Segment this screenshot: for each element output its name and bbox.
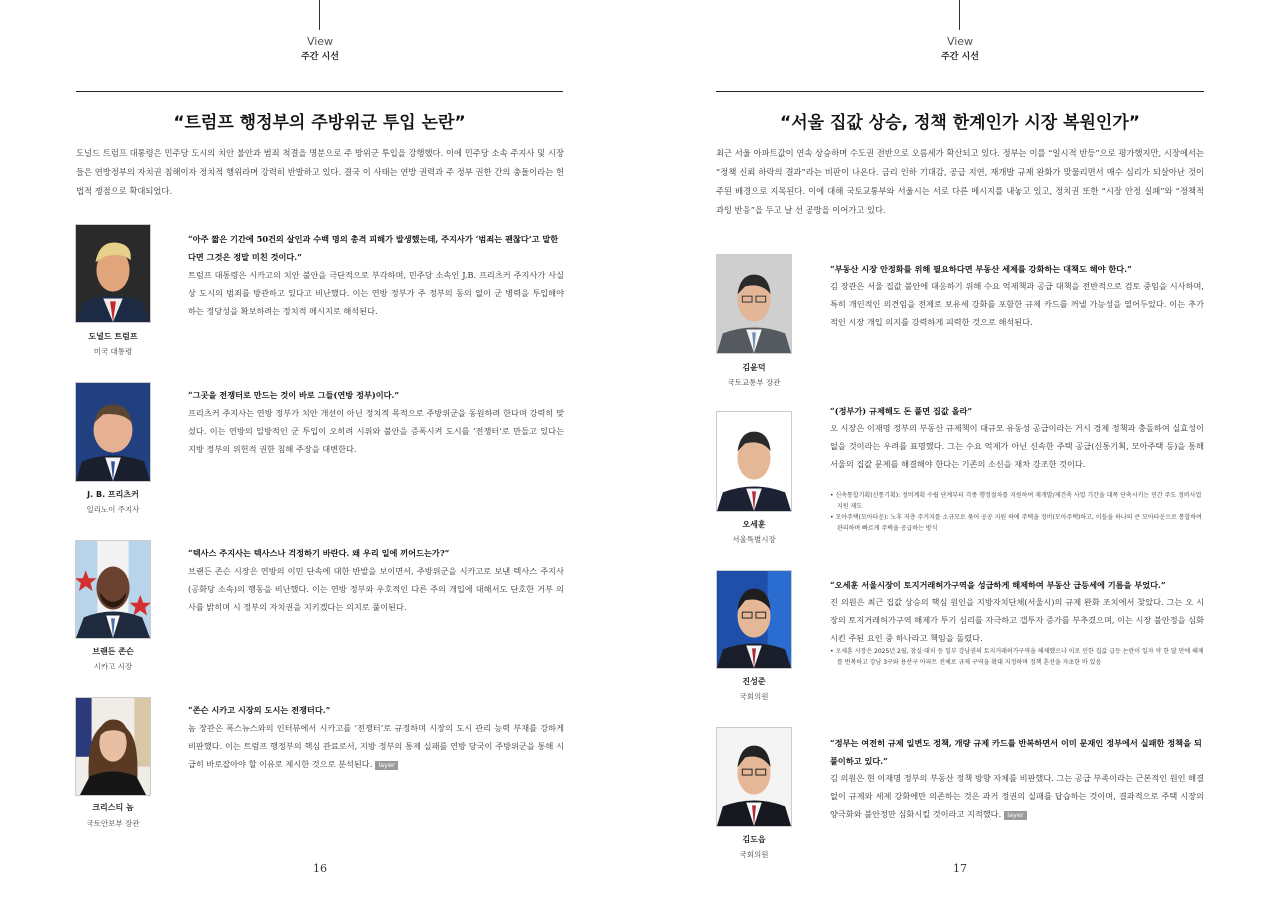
person-name: 크리스티 놈	[92, 803, 134, 812]
person-name: 도널드 트럼프	[88, 332, 138, 341]
footnote: • 신속통합기획(신통기획): 정비계획 수립 단계부터 각종 행정절차를 지원하여 재개발/재건축 사업 기간을 대폭 단축시키는 민간 주도 정비사업 지원 제도	[830, 492, 1202, 510]
person-name: 오세훈	[742, 520, 766, 529]
title-rule	[716, 91, 1204, 92]
layer-tag: layer	[375, 761, 397, 770]
person-body: 트럼프 대통령은 시카고의 치안 불안을 극단적으로 부각하며, 민주당 소속인 J.B. 프리츠커 주지사가 사실상 도시의 범죄를 방관하고 있다고 비난했다. 이는 연방 정부가 주 정부의 동의 없이 군 병력을 투입해야 하는 정당성을 확보하려는 정치적 메시지로 해석된다.	[188, 270, 564, 316]
footnote-text: 모아주택(모아타운): 노후 저층 주거지를 소규모로 묶어 공공 지원 하에 주택을 정비(모아주택)하고, 이들을 하나의 큰 모아타운으로 통합하여 관리하며 빠르게 주택을 공급하는 방식	[835, 514, 1202, 532]
footnote-text: 오세훈 시장은 2025년 2월, 잠실·대치 등 일부 강남권의 토지거래허가구역을 해제했으나 이로 인한 집값 급등 논란이 일자 약 한 달 만에 해제를 번복하고 강남 3구와 용산구 아파트 전체로 규제 구역을 확대 지정하며 정책 혼선을 자초한 바 있음	[835, 648, 1204, 666]
person-body: 오 시장은 이재명 정부의 부동산 규제책이 대규모 유동성 공급이라는 거시 경제 정책과 충돌하여 실효성이 없을 것이라는 우려를 표명했다. 그는 수요 억제가 아닌 신속한 주택 공급(신통기획, 모아주택 등)을 통해 서울의 집값 문제를 해결해야 한다는 기존의 소신을 재차 강조한 것이다.	[830, 423, 1204, 469]
article-intro: 도널드 트럼프 대통령은 민주당 도시의 치안 불안과 범죄 척결을 명분으로 주 방위군 투입을 강행했다. 이에 민주당 소속 주지사 및 시장들은 연방정부의 자치권 침해이자 정치적 행위라며 강력히 반발하고 있다. 결국 이 사태는 연방 권력과 주 정부 권한 간의 충돌이라는 헌법적 쟁점으로 확대되었다.	[76, 148, 564, 196]
person-quote: “아주 짧은 기간에 50건의 살인과 수백 명의 총격 피해가 발생했는데, 주지사가 ‘범죄는 괜찮다’고 말한다면 그것은 정말 미친 것이다.”	[188, 234, 559, 263]
person-name: 진성준	[742, 677, 766, 686]
person-name: 브랜든 존슨	[92, 647, 134, 656]
header-view: View	[946, 35, 974, 48]
header-section: 주간 시선	[301, 52, 339, 62]
person-photo	[75, 540, 151, 639]
person-quote: “(정부가) 규제해도 돈 풀면 집값 올라”	[830, 406, 973, 416]
layer-tag: layer	[1004, 811, 1026, 820]
person-quote: “존슨 시카고 시장의 도시는 전쟁터다.”	[188, 705, 331, 715]
article-title: “트럼프 행정부의 주방위군 투입 논란”	[173, 113, 466, 133]
footnote: • 오세훈 시장은 2025년 2월, 잠실·대치 등 일부 강남권의 토지거래허가구역을 해제했으나 이로 인한 집값 급등 논란이 일자 약 한 달 만에 해제를 번복하고 강남 3구와 용산구 아파트 전체로 규제 구역을 확대 지정하며 정책 혼선을 자초한 바 있음	[830, 648, 1204, 666]
person-role: 미국 대통령	[93, 347, 133, 356]
right-page	[640, 0, 1280, 905]
article-intro: 최근 서울 아파트값이 연속 상승하며 수도권 전반으로 오름세가 확산되고 있다. 정부는 이를 “일시적 반등”으로 평가했지만, 시장에서는 “정책 신뢰 하락의 결과”라는 비판이 나온다. 금리 인하 기대감, 공급 지연, 재개발 규제 완화가 맞물리면서 매수 심리가 되살아난 것이 주된 배경으로 지목된다. 이에 대해 국토교통부와 서울시는 서로 다른 메시지를 내놓고 있고, 정치권 또한 “시장 안정 실패”와 “정책적 과잉 반응”을 두고 날 선 공방을 이어가고 있다.	[716, 148, 1204, 215]
page-number: 17	[953, 862, 967, 875]
person-name: 김도읍	[742, 835, 766, 844]
person-quote: “정부는 여전히 규제 일변도 정책, 개량 규제 카드를 반복하면서 이미 문재인 정부에서 실패한 정책을 되풀이하고 있다.”	[830, 738, 1202, 767]
person-role: 시카고 시장	[93, 662, 133, 671]
person-body: 브랜든 존슨 시장은 연방의 이민 단속에 대한 반발을 보이면서, 주방위군을 시카고로 보낸 텍사스 주지사(공화당 소속)의 행동을 비난했다. 이는 연방 정부와 우호적인 다른 주의 개입에 대해서도 단호한 거부 의사를 밝히며 시 정부의 자치권을 지키겠다는 의지로 풀이된다.	[188, 566, 564, 612]
person-name: J. B. 프리츠커	[87, 490, 139, 499]
person-role: 국토교통부 장관	[727, 378, 781, 387]
title-rule	[76, 91, 563, 92]
person-photo	[716, 570, 792, 669]
header-view: View	[306, 35, 334, 48]
person-quote: “오세훈 서울시장이 토지거래허가구역을 성급하게 해제하여 부동산 급등세에 기름을 부었다.”	[830, 580, 1166, 590]
person-photo	[716, 727, 792, 827]
person-photo	[75, 224, 151, 323]
person-role: 국회의원	[739, 692, 769, 701]
person-body: 김 장관은 서울 집값 불안에 대응하기 위해 수요 억제책과 공급 대책을 전반적으로 검토 중임을 시사하며, 특히 개인적인 의견임을 전제로 보유세 강화를 포함한 규제 카드를 꺼낼 가능성을 열어두었다. 이는 추가적인 시장 개입 의지를 강력하게 피력한 것으로 해석된다.	[830, 281, 1204, 327]
person-role: 서울특별시장	[732, 535, 776, 544]
footnote-list	[830, 646, 1204, 668]
person-role: 일리노이 주지사	[86, 505, 140, 514]
page-number: 16	[313, 862, 327, 875]
person-photo	[716, 411, 792, 512]
person-photo	[716, 254, 792, 354]
person-body-text: 놈 장관은 폭스뉴스와의 인터뷰에서 시카고를 ‘전쟁터’로 규정하며 시장의 도시 관리 능력 부재를 강하게 비판했다. 이는 트럼프 행정부의 핵심 관료로서, 지방 정부의 통제 실패를 연방 당국이 주방위군을 통해 시급히 바로잡아야 할 이유로 제시한 것으로 분석된다.	[188, 723, 564, 769]
person-role: 국회의원	[739, 850, 769, 859]
header-line	[319, 0, 320, 30]
person-quote: “그곳을 전쟁터로 만드는 것이 바로 그들(연방 정부)이다.”	[188, 390, 400, 400]
person-body: 진 의원은 최근 집값 상승의 핵심 원인을 지방자치단체(서울시)의 규제 완화 조치에서 찾았다. 그는 오 시장의 토지거래허가구역 해제가 투기 심리를 자극하고 갭투자 증가를 부추겼으며, 이는 시장 불안정을 심화시킨 주된 요인 중 하나라고 책임을 돌렸다.	[830, 597, 1204, 643]
header-section: 주간 시선	[941, 52, 979, 62]
person-body: 프리츠커 주지사는 연방 정부가 치안 개선이 아닌 정치적 목적으로 주방위군을 동원하려 한다며 강력히 맞섰다. 이는 연방의 일방적인 군 투입이 오히려 시위와 불안을 증폭시켜 도시를 ‘전쟁터’로 만들고 있다는 지방 정부의 위헌적 권한 침해 주장을 대변한다.	[188, 408, 564, 454]
person-name: 김윤덕	[742, 363, 766, 372]
person-quote: “부동산 시장 안정화를 위해 필요하다면 부동산 세제를 강화하는 대책도 해야 한다.”	[830, 264, 1132, 274]
person-quote: “텍사스 주지사는 텍사스나 걱정하기 바란다. 왜 우리 일에 끼어드는가?”	[188, 548, 450, 558]
footnote: • 모아주택(모아타운): 노후 저층 주거지를 소규모로 묶어 공공 지원 하에 주택을 정비(모아주택)하고, 이들을 하나의 큰 모아타운으로 통합하여 관리하며 빠르게 주택을 공급하는 방식	[830, 514, 1202, 532]
person-photo	[75, 697, 151, 796]
article-title: “서울 집값 상승, 정책 한계인가 시장 복원인가”	[780, 113, 1140, 133]
person-body	[188, 719, 564, 773]
person-photo	[75, 382, 151, 482]
header-line	[959, 0, 960, 30]
person-role: 국토안보부 장관	[86, 819, 140, 828]
person-body-text: 김 의원은 현 이재명 정부의 부동산 정책 방향 자체를 비판했다. 그는 공급 부족이라는 근본적인 원인 해결 없이 규제와 세제 강화에만 의존하는 것은 과거 정권의 실패를 답습하는 것이며, 결과적으로 주택 시장의 양극화와 불안정만 심화시킬 것이라고 지적했다.	[830, 773, 1204, 819]
person-body	[830, 769, 1204, 823]
footnote-list	[830, 490, 1204, 534]
footnote-text: 신속통합기획(신통기획): 정비계획 수립 단계부터 각종 행정절차를 지원하여 재개발/재건축 사업 기간을 대폭 단축시키는 민간 주도 정비사업 지원 제도	[835, 492, 1202, 510]
